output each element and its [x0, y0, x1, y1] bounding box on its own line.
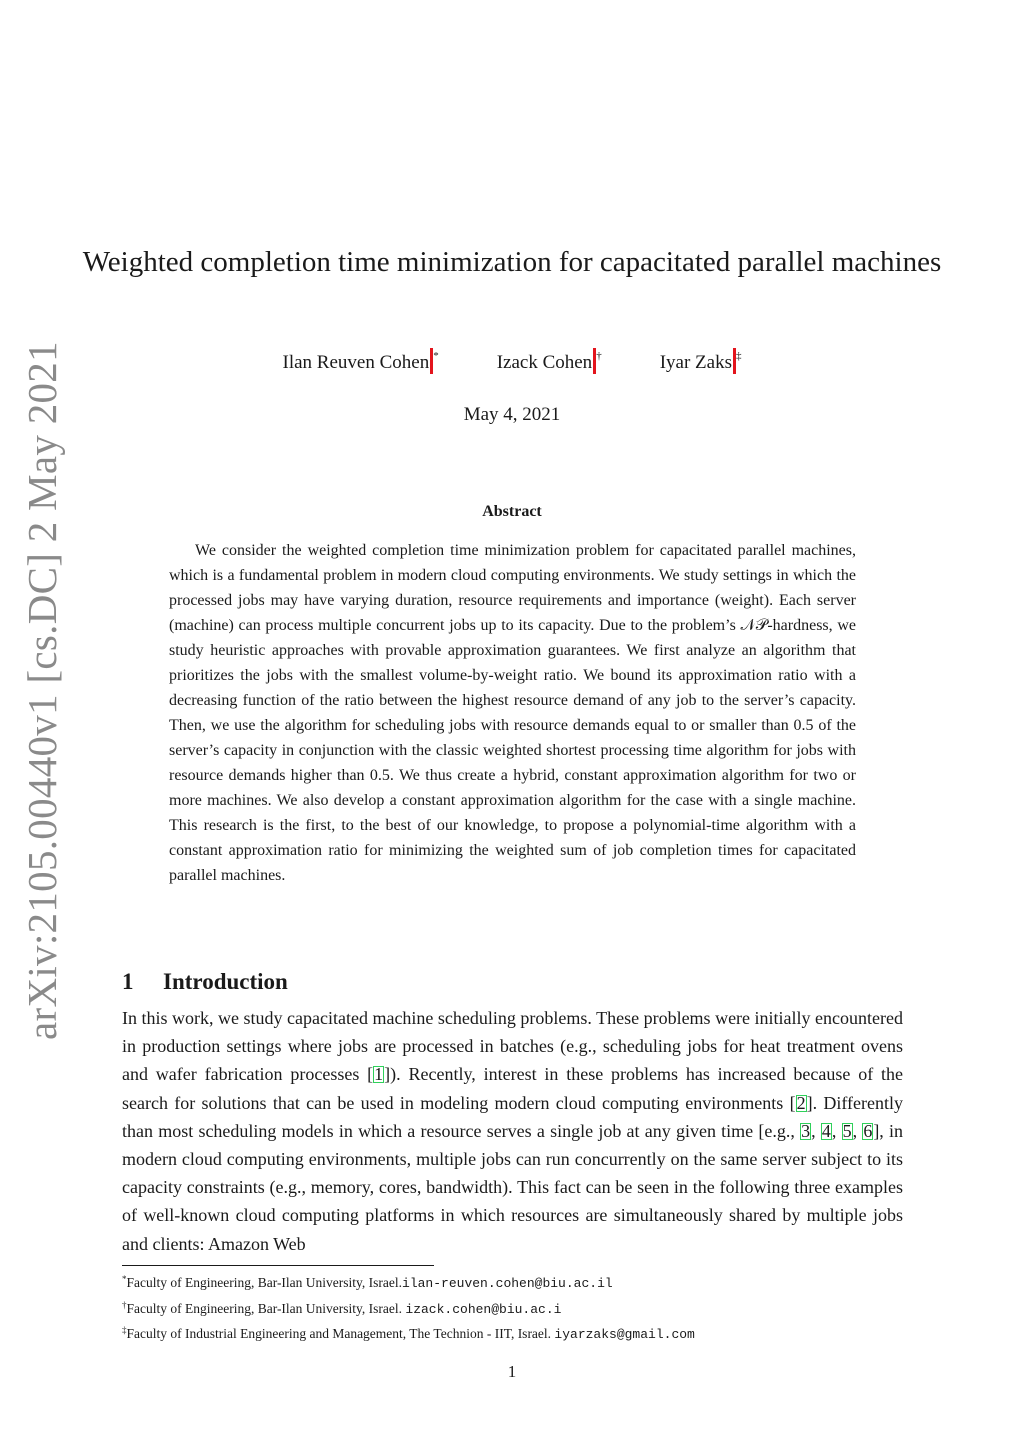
publication-date: May 4, 2021 — [463, 404, 561, 425]
footnote-text: Faculty of Industrial Engineering and Management, The Technion - IIT, Israel. — [126, 1326, 555, 1341]
footnote-text: Faculty of Engineering, Bar-Ilan University, Israel. — [126, 1275, 403, 1290]
intro-text: , — [811, 1120, 821, 1141]
abstract-text: We consider the weighted completion time minimization problem for capacitated parallel machines, which is a fundamental problem in modern cloud computing environments. We study settings in which the processed jobs may have varying duration, resource requirements and importance (weight). Each server (machine) can process multiple concurrent jobs up to its capacity. Due to the problem’s 𝒩𝒫-hardness, we study heuristic approaches with provable approximation guarantees. We first analyze an algorithm that prioritizes the jobs with the smallest volume-by-weight ratio. We bound its approximation ratio with a decreasing function of the ratio between the highest resource demand of any job to the server’s capacity. Then, we use the algorithm for scheduling jobs with resource demands equal to or smaller than 0.5 of the server’s capacity in conjunction with the classic weighted shortest processing time algorithm for jobs with resource demands higher than 0.5. We thus create a hybrid, constant approximation algorithm for two or more machines. We also develop a constant approximation algorithm for the case with a single machine. This research is the first, to the best of our knowledge, to propose a polynomial-time algorithm with a constant approximation ratio for minimizing the weighted sum of job completion times for capacitated parallel machines. — [169, 542, 856, 884]
footnote-1 — [122, 1269, 922, 1295]
author-3 — [660, 348, 742, 374]
footnote-email[interactable]: iyarzaks@gmail.com — [554, 1327, 695, 1342]
author-list — [0, 348, 1024, 374]
author-name: Iyar Zaks — [659, 352, 732, 373]
footnote-email[interactable]: ilan-reuven.cohen@biu.ac.il — [402, 1276, 613, 1291]
intro-text: In this work, we study capacitated machine scheduling problems. These problems were initially encountered in production settings where jobs are processed in batches (e.g., scheduling jobs for heat treatment ovens and wafer fabrication processes [ — [122, 1008, 903, 1085]
footnote-mark: ‡ — [122, 1325, 127, 1335]
abstract-heading: Abstract — [482, 503, 542, 520]
citation-link[interactable]: 4 — [821, 1120, 831, 1141]
citation-link[interactable]: 5 — [842, 1120, 852, 1141]
introduction-paragraph — [122, 1004, 903, 1258]
footnote-mark: * — [122, 1274, 127, 1284]
author-1 — [283, 348, 439, 374]
footnotes — [122, 1269, 922, 1346]
footnote-mark: † — [122, 1299, 127, 1310]
section-heading — [122, 969, 288, 995]
intro-text: ]). Recently, interest in these problems has increased because of the search for solutions that can be used in modeling modern cloud computing environments [ — [122, 1064, 904, 1113]
intro-text: , — [831, 1120, 842, 1141]
footnote-2 — [122, 1295, 922, 1321]
intro-text: ]. Differently than most scheduling models in which a resource serves a single job at any given time [e.g., — [122, 1092, 903, 1141]
footnote-divider — [122, 1265, 434, 1266]
citation-link[interactable]: 3 — [801, 1120, 811, 1141]
citation-link[interactable]: 6 — [863, 1120, 873, 1141]
author-footnote-mark[interactable]: * — [433, 350, 439, 362]
author-2 — [497, 348, 602, 374]
paper-title: Weighted completion time minimization for capacitated parallel machines — [82, 246, 942, 279]
intro-text: , — [852, 1120, 863, 1141]
intro-text: ], in modern cloud computing environments, multiple jobs can run concurrently on the same server subject to its capacity constraints (e.g., memory, cores, bandwidth). This fact can be seen in the following three examples of well-known cloud computing platforms in which resources are simultaneously shared by multiple jobs and clients: Amazon Web — [122, 1120, 904, 1254]
author-name: Izack Cohen — [496, 352, 593, 373]
footnote-text: Faculty of Engineering, Bar-Ilan University, Israel. — [126, 1300, 406, 1316]
arxiv-identifier-stamp: arXiv:2105.00440v1 [cs.DC] 2 May 2021 — [19, 341, 65, 1040]
citation-link[interactable]: 2 — [796, 1092, 806, 1113]
footnote-3 — [122, 1320, 922, 1346]
author-footnote-mark[interactable]: ‡ — [735, 350, 742, 362]
citation-link[interactable]: 1 — [374, 1064, 384, 1085]
section-title: Introduction — [163, 969, 288, 995]
section-number: 1 — [122, 969, 134, 995]
author-name: Ilan Reuven Cohen — [282, 352, 430, 373]
page-number: 1 — [507, 1362, 517, 1381]
footnote-email[interactable]: izack.cohen@biu.ac.i — [405, 1301, 562, 1317]
author-footnote-mark[interactable]: † — [596, 350, 602, 362]
